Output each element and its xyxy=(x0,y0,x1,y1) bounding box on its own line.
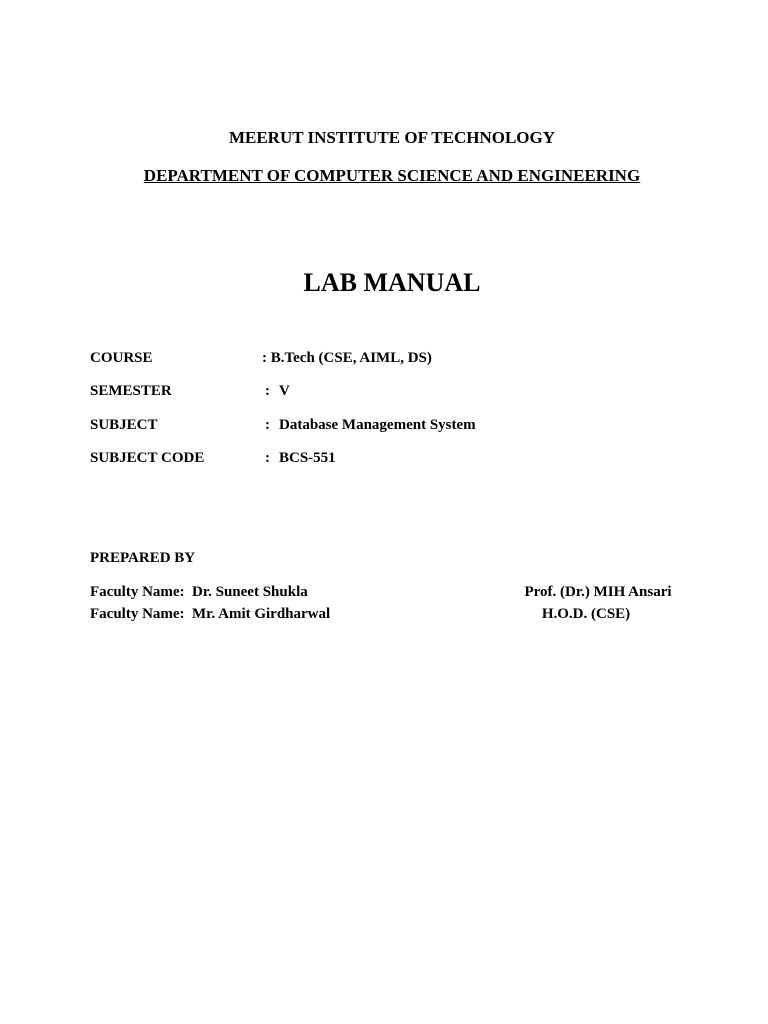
detail-text: V xyxy=(279,383,290,399)
detail-text: BCS-551 xyxy=(279,450,336,466)
faculty-label: Faculty Name: xyxy=(90,606,185,622)
detail-separator: : xyxy=(265,450,270,466)
detail-value xyxy=(265,450,336,467)
institute-name: MEERUT INSTITUTE OF TECHNOLOGY xyxy=(228,128,556,147)
faculty-name: Mr. Amit Girdharwal xyxy=(192,606,331,622)
detail-label: COURSE xyxy=(90,350,153,366)
faculty-line-1 xyxy=(90,584,308,601)
detail-separator: : xyxy=(265,417,270,433)
detail-separator: : xyxy=(265,383,270,399)
hod-name: Prof. (Dr.) MIH Ansari xyxy=(524,584,672,600)
faculty-line-2 xyxy=(90,606,330,623)
detail-text: Database Management System xyxy=(279,417,476,433)
faculty-label: Faculty Name: xyxy=(90,584,185,600)
department-name: DEPARTMENT OF COMPUTER SCIENCE AND ENGINEERING xyxy=(143,166,641,185)
detail-value xyxy=(265,383,290,400)
document-title: LAB MANUAL xyxy=(303,268,481,297)
prepared-by-heading: PREPARED BY xyxy=(90,550,196,566)
detail-value xyxy=(265,417,476,434)
detail-separator: : xyxy=(262,350,267,366)
faculty-name: Dr. Suneet Shukla xyxy=(192,584,308,600)
detail-text: B.Tech (CSE, AIML, DS) xyxy=(270,350,432,366)
detail-label: SUBJECT xyxy=(90,417,158,433)
detail-value xyxy=(262,350,432,367)
detail-label: SEMESTER xyxy=(90,383,172,399)
hod-designation: H.O.D. (CSE) xyxy=(541,606,631,622)
detail-label: SUBJECT CODE xyxy=(90,450,205,466)
